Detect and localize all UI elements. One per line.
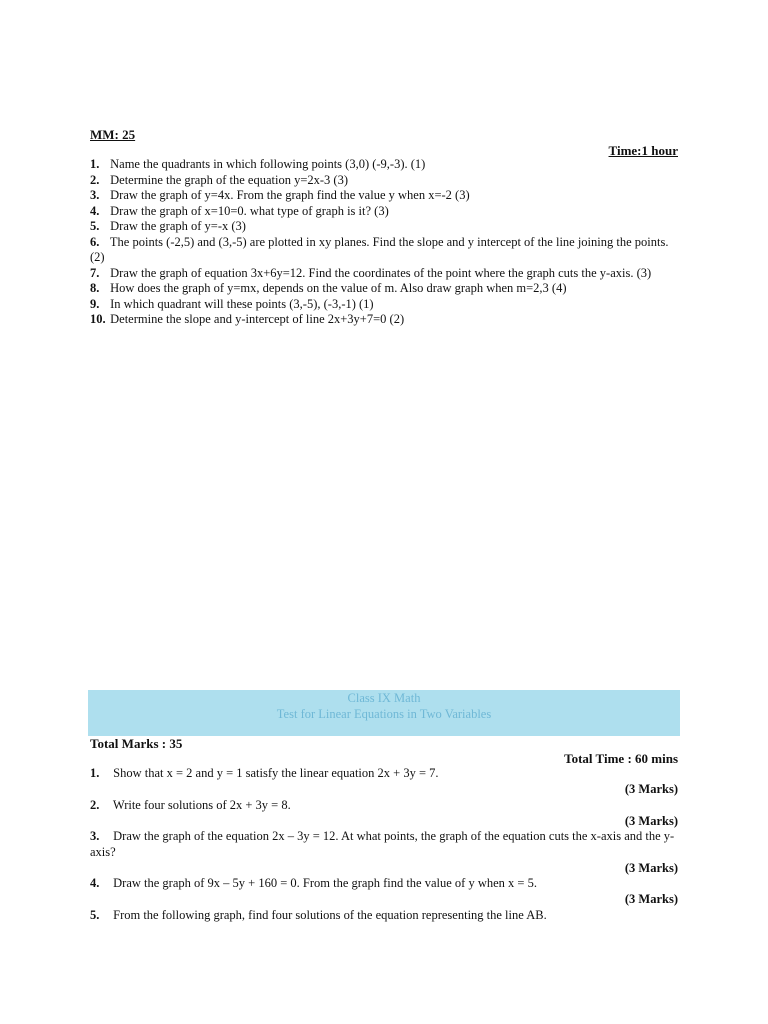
question-number: 7. [90, 265, 100, 280]
question-text: Determine the slope and y-intercept of line 2x+3y+7=0 (2) [110, 312, 405, 326]
question-text: Draw the graph of y=4x. From the graph find the value y when x=-2 (3) [110, 188, 470, 202]
question-text: Draw the graph of y=-x (3) [110, 219, 246, 233]
question-item [90, 829, 680, 860]
list-item [90, 157, 680, 173]
list-item [90, 235, 680, 266]
question-text: From the following graph, find four solutions of the equation representing the line AB. [113, 908, 547, 922]
list-item [90, 266, 680, 282]
question-text: The points (-2,5) and (3,-5) are plotted in xy planes. Find the slope and y intercept of the line joining the points. (2) [90, 234, 669, 264]
question-item [90, 876, 680, 892]
list-item [90, 204, 680, 220]
marks-label: (3 Marks) [624, 861, 678, 875]
list-item [90, 219, 680, 235]
list-item [90, 188, 680, 204]
test-header-banner [88, 690, 680, 736]
list-item [90, 312, 680, 328]
question-text: Draw the graph of x=10=0. what type of graph is it? (3) [110, 203, 389, 218]
question-number: 5. [90, 219, 100, 233]
question-list-1 [90, 157, 680, 328]
marks-label: (3 Marks) [624, 814, 678, 828]
list-item [90, 173, 680, 189]
list-item [90, 281, 680, 297]
question-text: Write four solutions of 2x + 3y = 8. [112, 798, 291, 812]
question-number: 6. [90, 234, 100, 249]
question-number: 3. [90, 829, 100, 843]
question-text: In which quadrant will these points (3,-5), (-3,-1) (1) [110, 296, 374, 311]
question-text: Draw the graph of the equation 2x – 3y = 12. At what points, the graph of the equation cuts the x-axis and the y-axis? [90, 829, 675, 859]
question-text: Name the quadrants in which following points (3,0) (-9,-3). (1) [110, 157, 426, 171]
banner-subtitle: Test for Linear Equations in Two Variables [276, 707, 492, 721]
question-text: Draw the graph of 9x – 5y + 160 = 0. From the graph find the value of y when x = 5. [113, 876, 537, 890]
question-item [90, 908, 680, 924]
time-limit: Time:1 hour [608, 143, 678, 158]
question-number: 8. [90, 281, 100, 295]
question-number: 5. [90, 908, 100, 922]
question-number: 9. [90, 296, 100, 311]
question-text: How does the graph of y=mx, depends on the value of m. Also draw graph when m=2,3 (4) [110, 281, 567, 295]
question-number: 4. [90, 203, 100, 218]
question-number: 1. [90, 766, 100, 780]
question-text: Draw the graph of equation 3x+6y=12. Find the coordinates of the point where the graph cuts the y-axis. (3) [110, 265, 652, 280]
marks-label: (3 Marks) [624, 892, 678, 906]
question-number: 4. [90, 876, 100, 890]
banner-title: Class IX Math [347, 691, 421, 705]
question-number: 10. [90, 312, 106, 326]
max-marks: MM: 25 [90, 127, 136, 142]
total-marks: Total Marks : 35 [90, 736, 183, 751]
marks-label: (3 Marks) [624, 782, 678, 796]
question-number: 2. [90, 798, 100, 812]
question-number: 2. [90, 172, 100, 187]
question-text: Show that x = 2 and y = 1 satisfy the linear equation 2x + 3y = 7. [113, 766, 439, 780]
question-item [90, 798, 680, 814]
question-text: Determine the graph of the equation y=2x-3 (3) [110, 172, 348, 187]
question-item [90, 766, 680, 782]
question-number: 3. [90, 188, 100, 202]
question-number: 1. [90, 157, 100, 171]
total-time: Total Time : 60 mins [564, 751, 678, 766]
list-item [90, 297, 680, 313]
